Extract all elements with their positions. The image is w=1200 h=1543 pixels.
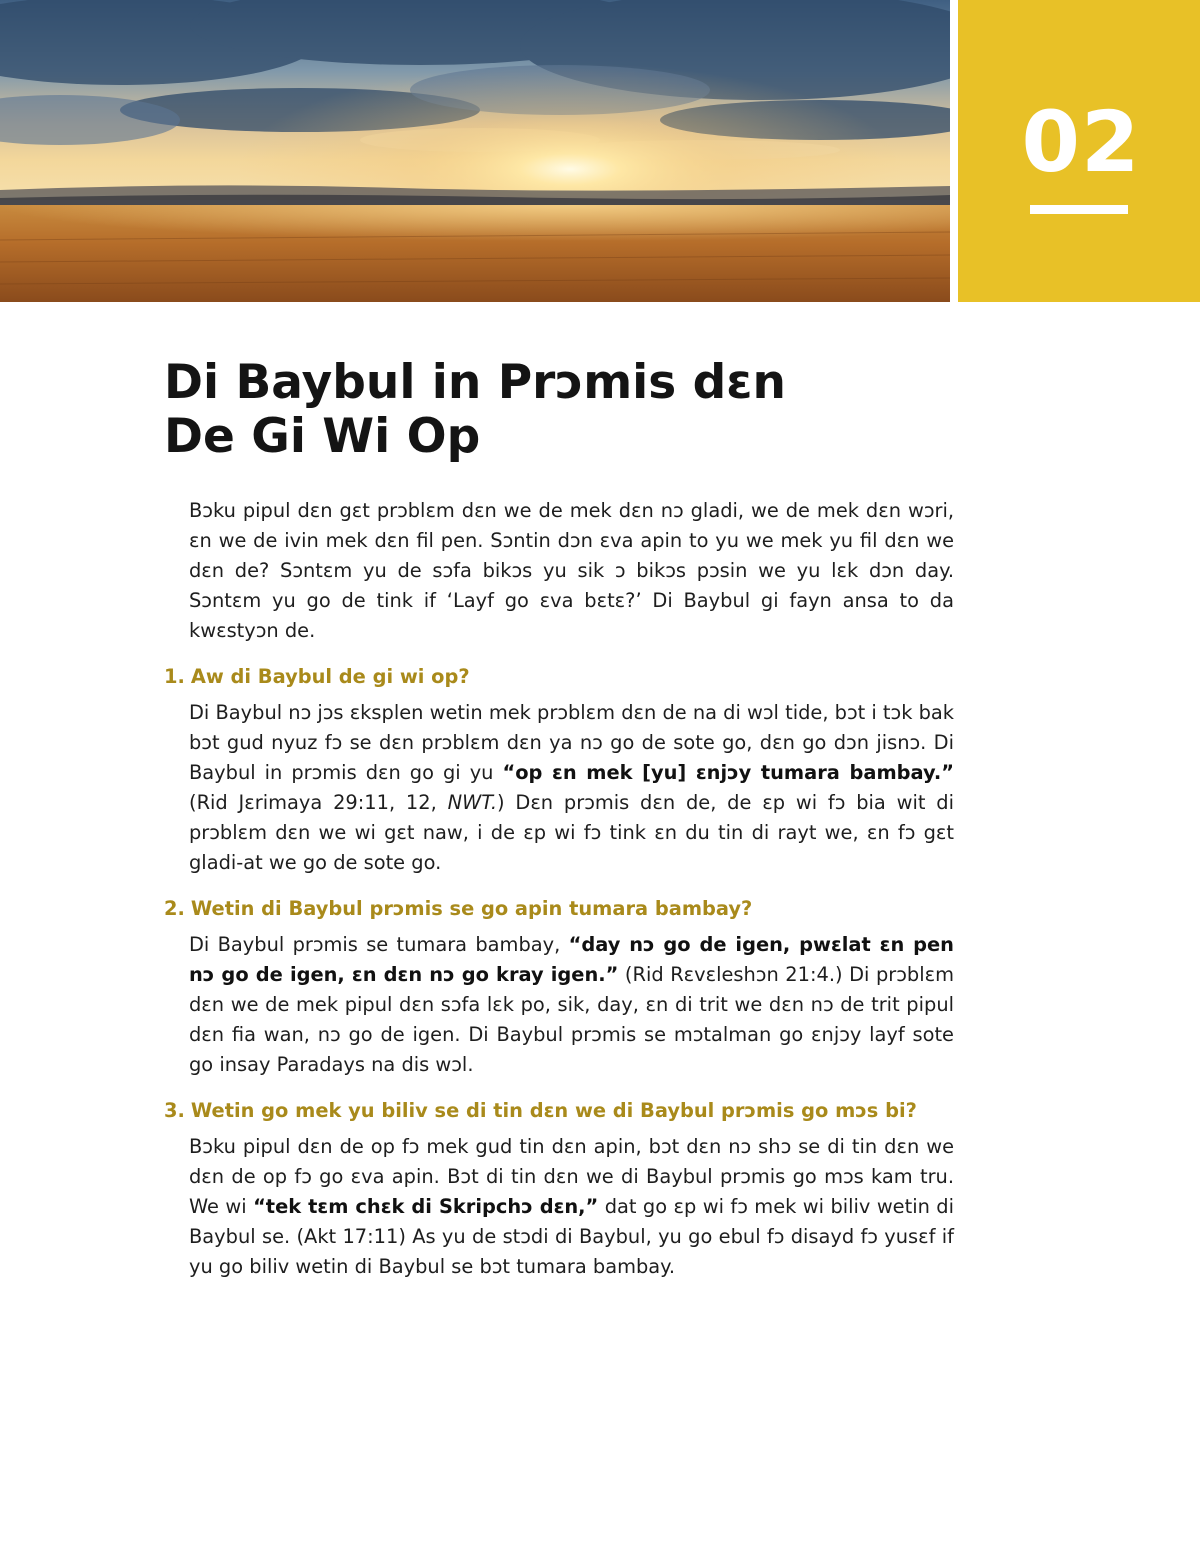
question-number: 1. (164, 665, 185, 688)
answer-text: dat go ɛp wi fɔ mek wi biliv wetin di Baybul se. (Akt 17:11) As yu de stɔdi di Baybul, yu go ebul fɔ disayd fɔ yusɛf if yu go biliv wetin di Baybul se bɔt tumara bambay. (189, 1195, 955, 1278)
page-title-line-1: Di Baybul in Prɔmis dɛn (164, 355, 786, 410)
hero-image (0, 0, 950, 302)
question-number: 2. (164, 897, 185, 920)
scripture-quote: “op ɛn mek [yu] ɛnjɔy tumara bambay.” (502, 761, 954, 784)
answer-1-paragraph (189, 698, 954, 878)
scripture-quote: “tek tɛm chɛk di Skripchɔ dɛn,” (253, 1195, 599, 1218)
lesson-number-box (958, 0, 1200, 302)
intro-paragraph: Bɔku pipul dɛn gɛt prɔblɛm dɛn we de mek dɛn nɔ gladi, we de mek dɛn wɔri, ɛn we de ivin mek dɛn fil pen. Sɔntin dɔn ɛva apin to yu we mek yu fil dɛn we dɛn de? Sɔntɛm yu de sɔfa bikɔs yu sik ɔ bikɔs pɔsin we yu lɛk dɔn day. Sɔntɛm yu go de tink if ‘Layf go ɛva bɛtɛ?’ Di Baybul gi fayn ansa to da kwɛstyɔn de. (189, 499, 954, 642)
answer-text: ) Dɛn prɔmis dɛn de, de ɛp wi fɔ bia wit di prɔblɛm dɛn we wi gɛt naw, i de ɛp wi fɔ tink ɛn du tin di rayt we, ɛn fɔ gɛt gladi-at we go de sote go. (189, 791, 954, 874)
hero-photo-wheat-field-sunset (0, 0, 950, 302)
lesson-content (164, 496, 954, 1282)
question-2-heading (164, 894, 954, 924)
answer-3-paragraph (189, 1132, 954, 1282)
scripture-quote: “day nɔ go de igen, pwɛlat ɛn pen nɔ go de igen, ɛn dɛn nɔ go kray igen.” (189, 933, 954, 986)
lesson-number-underline (1030, 205, 1128, 214)
lesson-number: 02 (1021, 93, 1141, 191)
question-3-heading (164, 1096, 954, 1126)
question-text: Wetin di Baybul prɔmis se go apin tumara bambay? (190, 897, 753, 920)
answer-text: Di Baybul prɔmis se tumara bambay, (189, 933, 569, 956)
page-title-line-2: De Gi Wi Op (164, 409, 481, 464)
answer-text: (Rid Jɛrimaya 29:11, 12, (189, 791, 448, 814)
bible-version: NWT. (447, 791, 497, 814)
answer-text: Bɔku pipul dɛn de op fɔ mek gud tin dɛn apin, bɔt dɛn nɔ shɔ se di tin dɛn we dɛn de op fɔ go ɛva apin. Bɔt di tin dɛn we di Baybul prɔmis go mɔs kam tru. We wi (189, 1135, 954, 1218)
question-1-heading (164, 662, 954, 692)
answer-text: Di Baybul nɔ jɔs ɛksplen wetin mek prɔblɛm dɛn de na di wɔl tide, bɔt i tɔk bak bɔt gud nyuz fɔ se dɛn prɔblɛm dɛn ya nɔ go de sote go, dɛn go dɔn jisnɔ. Di Baybul in prɔmis dɛn go gi yu (189, 701, 955, 784)
question-text: Wetin go mek yu biliv se di tin dɛn we di Baybul prɔmis go mɔs bi? (190, 1099, 917, 1122)
question-text: Aw di Baybul de gi wi op? (190, 665, 470, 688)
question-number: 3. (164, 1099, 185, 1122)
answer-2-paragraph (189, 930, 954, 1080)
answer-text: (Rid Rɛvɛleshɔn 21:4.) Di prɔblɛm dɛn we de mek pipul dɛn sɔfa lɛk po, sik, day, ɛn di trit we dɛn nɔ de trit pipul dɛn fia wan, nɔ go de igen. Di Baybul prɔmis se mɔtalman go ɛnjɔy layf sote go insay Paradays na dis wɔl. (189, 963, 954, 1076)
page-title (164, 356, 944, 464)
